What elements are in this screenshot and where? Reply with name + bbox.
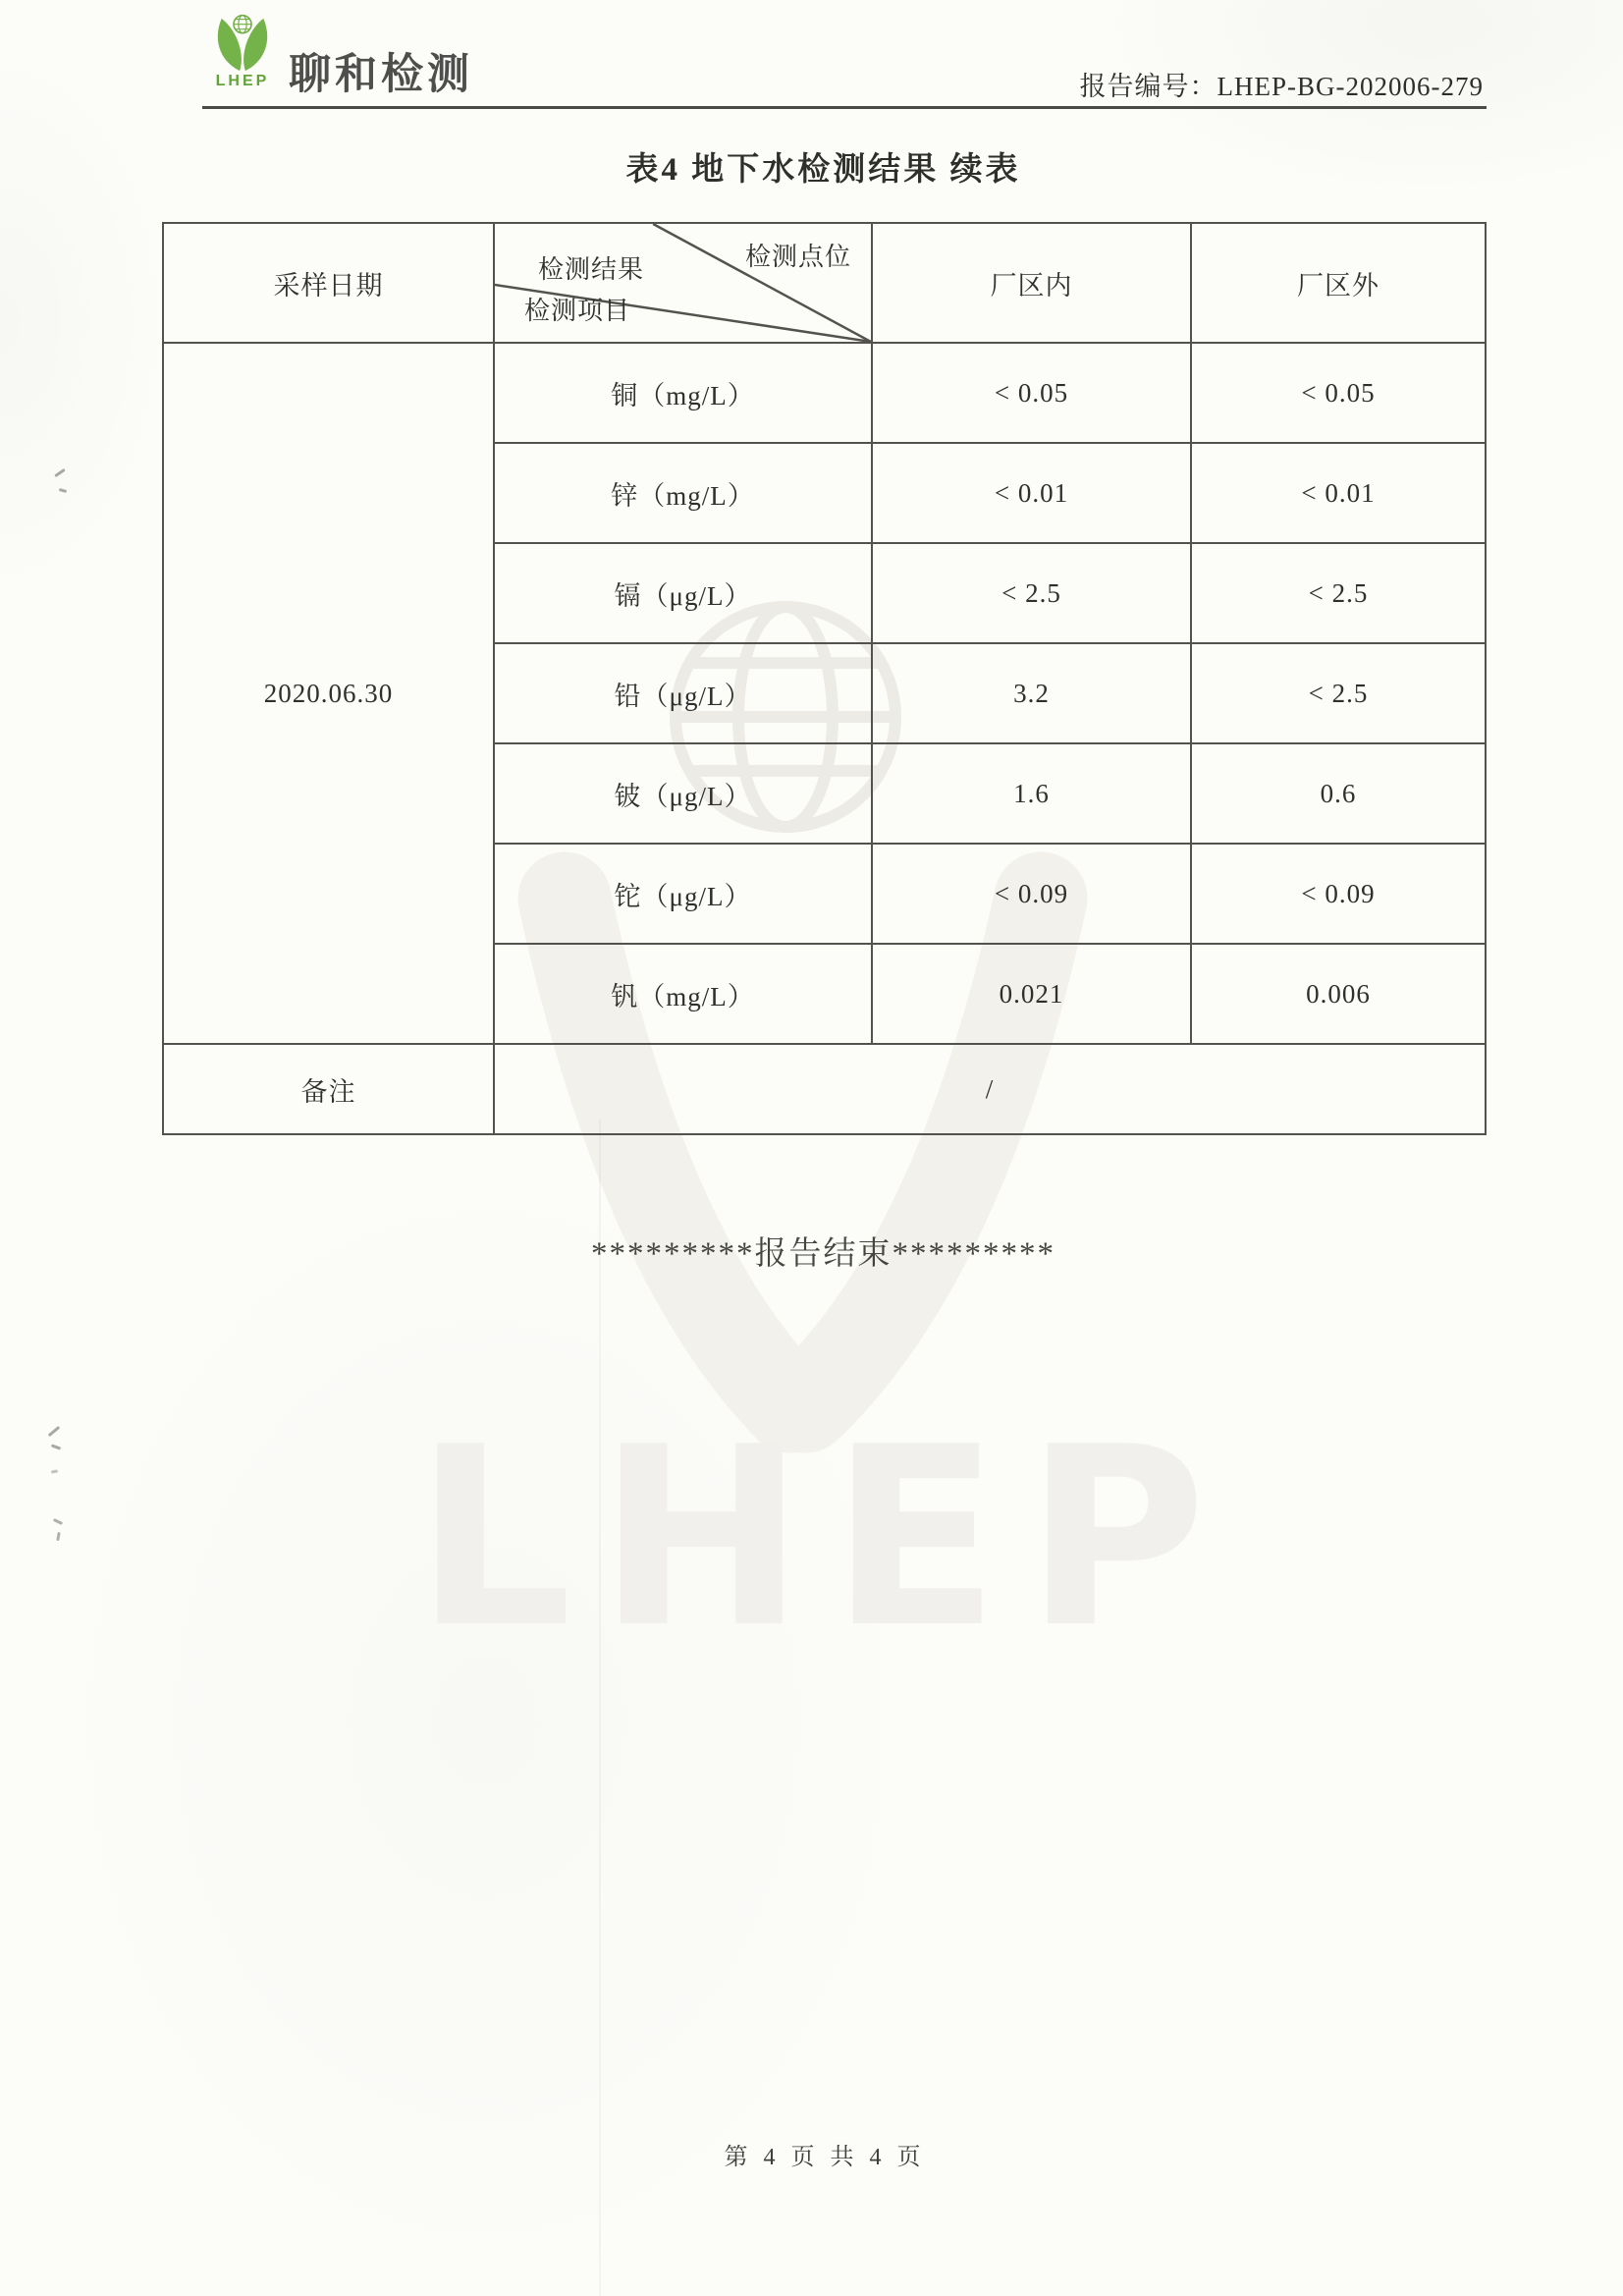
table-row — [163, 343, 1486, 443]
value-inside-cell: < 0.05 — [872, 343, 1191, 443]
corner-label-point: 检测点位 — [744, 243, 851, 271]
value-outside-cell: < 2.5 — [1191, 643, 1486, 743]
scan-mark — [51, 1469, 58, 1473]
sample-date-cell: 2020.06.30 — [163, 343, 494, 1044]
report-number-label: 报告编号： — [1079, 72, 1217, 101]
header-sample-date: 采样日期 — [163, 223, 494, 343]
watermark-text: LHEP — [414, 1394, 1232, 1682]
item-cell: 镉（μg/L） — [494, 543, 872, 643]
remark-value-cell: / — [494, 1044, 1486, 1134]
scan-mark — [53, 1518, 63, 1525]
value-outside-cell: < 0.09 — [1191, 844, 1486, 944]
header-inside-plant: 厂区内 — [872, 223, 1191, 343]
value-outside-cell: 0.006 — [1191, 944, 1486, 1044]
end-of-report-text: *********报告结束********* — [591, 1236, 1055, 1272]
value-inside-cell: < 2.5 — [872, 543, 1191, 643]
value-outside-cell: 0.6 — [1191, 743, 1486, 844]
item-cell: 钒（mg/L） — [494, 944, 872, 1044]
company-logo — [206, 14, 279, 90]
results-table — [162, 222, 1487, 1135]
scan-mark — [51, 1444, 61, 1449]
header-outside-plant: 厂区外 — [1191, 223, 1486, 343]
scan-mark — [56, 1532, 61, 1541]
table-title: 表4 地下水检测结果 续表 — [625, 152, 1021, 188]
report-number — [1080, 65, 1484, 103]
item-cell: 铜（mg/L） — [494, 343, 872, 443]
item-cell: 铊（μg/L） — [494, 844, 872, 944]
item-cell: 铍（μg/L） — [494, 743, 872, 844]
value-inside-cell: 1.6 — [872, 743, 1191, 844]
lhep-leaf-globe-icon — [207, 14, 278, 75]
value-outside-cell: < 0.01 — [1191, 443, 1486, 543]
table-header-row — [163, 223, 1486, 343]
scan-mark — [48, 1426, 61, 1437]
corner-label-item: 检测项目 — [524, 297, 631, 325]
item-cell: 铅（μg/L） — [494, 643, 872, 743]
corner-label-result: 检测结果 — [538, 255, 645, 284]
value-inside-cell: 0.021 — [872, 944, 1191, 1044]
scan-mark — [54, 468, 66, 477]
value-inside-cell: 3.2 — [872, 643, 1191, 743]
value-inside-cell: < 0.09 — [872, 844, 1191, 944]
remark-label-cell: 备注 — [163, 1044, 494, 1134]
value-outside-cell: < 2.5 — [1191, 543, 1486, 643]
value-inside-cell: < 0.01 — [872, 443, 1191, 543]
logo-acronym: LHEP — [215, 73, 270, 89]
remark-row — [163, 1044, 1486, 1134]
results-table-container — [162, 222, 1487, 1135]
company-name: 聊和检测 — [289, 52, 473, 98]
scan-mark — [59, 488, 68, 493]
scan-streak — [599, 1120, 601, 2296]
value-outside-cell: < 0.05 — [1191, 343, 1486, 443]
header-divider — [202, 106, 1487, 109]
header-diagonal-cell — [494, 223, 872, 343]
report-number-value: LHEP-BG-202006-279 — [1217, 72, 1484, 101]
page-number: 第 4 页 共 4 页 — [724, 2145, 923, 2170]
item-cell: 锌（mg/L） — [494, 443, 872, 543]
